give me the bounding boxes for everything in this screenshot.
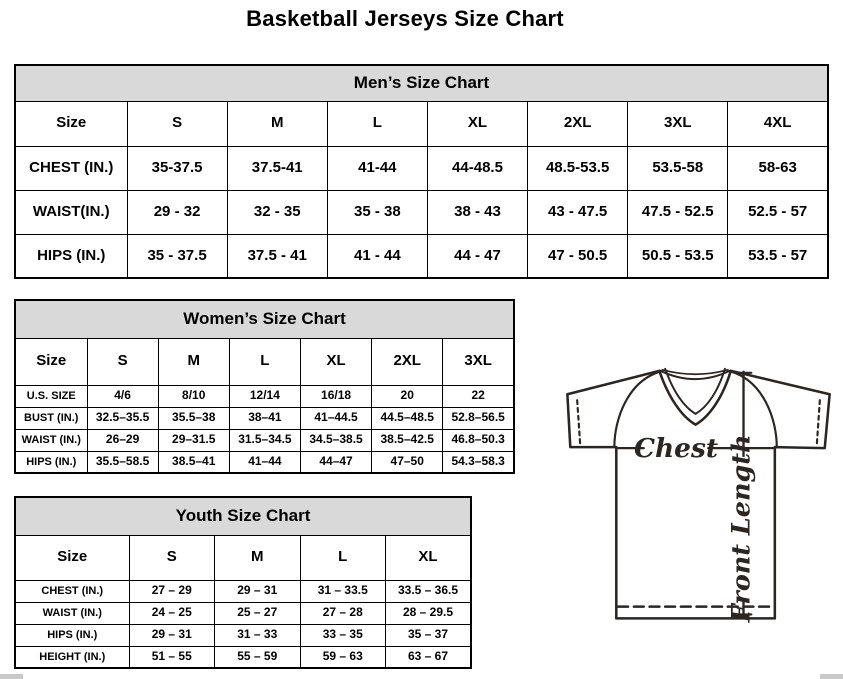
measurement-value: 12/14	[229, 385, 300, 407]
measurement-label: WAIST(IN.)	[15, 190, 127, 234]
measurement-value: 44 - 47	[427, 234, 527, 278]
size-column-header: L	[229, 338, 300, 385]
measurement-label: HIPS (IN.)	[15, 624, 129, 646]
measurement-label: CHEST (IN.)	[15, 146, 127, 190]
measurement-value: 59 – 63	[300, 646, 386, 668]
measurement-row	[15, 146, 828, 190]
measurement-value: 50.5 - 53.5	[628, 234, 728, 278]
measurement-value: 46.8–50.3	[443, 429, 514, 451]
measurement-value: 55 – 59	[215, 646, 301, 668]
size-column-header: M	[215, 535, 301, 580]
jersey-diagram-svg	[557, 362, 840, 636]
measurement-value: 41 - 44	[327, 234, 427, 278]
measurement-label: WAIST (IN.)	[15, 429, 87, 451]
measurement-label: U.S. SIZE	[15, 385, 87, 407]
measurement-value: 47 - 50.5	[528, 234, 628, 278]
measurement-row	[15, 429, 514, 451]
size-header-row	[15, 338, 514, 385]
measurement-value: 31.5–34.5	[229, 429, 300, 451]
measurement-label: BUST (IN.)	[15, 407, 87, 429]
measurement-value: 47–50	[372, 451, 443, 473]
measurement-value: 25 – 27	[215, 602, 301, 624]
table-title-row	[15, 65, 828, 101]
measurement-label: WAIST (IN.)	[15, 602, 129, 624]
measurement-value: 29–31.5	[158, 429, 229, 451]
measurement-row	[15, 407, 514, 429]
left-sleeve-dashed-line	[577, 400, 580, 443]
measurement-value: 44–47	[300, 451, 371, 473]
horizontal-scrollbar-fragment-left[interactable]	[0, 674, 23, 679]
size-column-header: M	[158, 338, 229, 385]
measurement-label: HIPS (IN.)	[15, 234, 127, 278]
measurement-value: 27 – 28	[300, 602, 386, 624]
measurement-value: 38–41	[229, 407, 300, 429]
size-column-header: XL	[300, 338, 371, 385]
measurement-value: 29 – 31	[129, 624, 215, 646]
measurement-value: 38 - 43	[427, 190, 527, 234]
measurement-value: 41-44	[327, 146, 427, 190]
size-column-header: S	[87, 338, 158, 385]
measurement-value: 33 – 35	[300, 624, 386, 646]
measurement-value: 33.5 – 36.5	[386, 580, 472, 602]
measurement-value: 24 – 25	[129, 602, 215, 624]
measurement-value: 41–44	[229, 451, 300, 473]
measurement-value: 20	[372, 385, 443, 407]
measurement-value: 35.5–38	[158, 407, 229, 429]
table-title-row	[15, 300, 514, 338]
measurement-value: 37.5-41	[227, 146, 327, 190]
measurement-value: 8/10	[158, 385, 229, 407]
measurement-value: 38.5–42.5	[372, 429, 443, 451]
measurement-value: 48.5-53.5	[528, 146, 628, 190]
measurement-value: 58-63	[728, 146, 828, 190]
size-column-header: 3XL	[628, 101, 728, 146]
measurement-label: HIPS (IN.)	[15, 451, 87, 473]
measurement-value: 35 – 37	[386, 624, 472, 646]
size-column-header: 4XL	[728, 101, 828, 146]
measurement-row	[15, 451, 514, 473]
right-sleeve-dashed-line	[817, 400, 820, 443]
measurement-value: 44.5–48.5	[372, 407, 443, 429]
measurement-row	[15, 580, 471, 602]
measurement-value: 53.5 - 57	[728, 234, 828, 278]
jersey-measurement-diagram	[557, 362, 840, 636]
table-title-row	[15, 497, 471, 535]
measurement-value: 34.5–38.5	[300, 429, 371, 451]
womens-size-table	[14, 299, 515, 474]
measurement-label: HEIGHT (IN.)	[15, 646, 129, 668]
measurement-value: 32.5–35.5	[87, 407, 158, 429]
measurement-value: 35.5–58.5	[87, 451, 158, 473]
measurement-row	[15, 602, 471, 624]
measurement-value: 29 - 32	[127, 190, 227, 234]
size-column-header: XL	[386, 535, 472, 580]
measurement-value: 29 – 31	[215, 580, 301, 602]
page-title: Basketball Jerseys Size Chart	[246, 6, 564, 31]
horizontal-scrollbar-fragment-right[interactable]	[820, 674, 843, 679]
measurement-value: 32 - 35	[227, 190, 327, 234]
measurement-row	[15, 385, 514, 407]
size-header-row	[15, 101, 828, 146]
measurement-value: 52.8–56.5	[443, 407, 514, 429]
measurement-row	[15, 624, 471, 646]
size-column-header: L	[300, 535, 386, 580]
measurement-value: 16/18	[300, 385, 371, 407]
table-title: Men’s Size Chart	[15, 65, 828, 101]
size-column-header: XL	[427, 101, 527, 146]
mens-size-table	[14, 64, 829, 279]
size-column-header: 2XL	[372, 338, 443, 385]
measurement-value: 31 – 33.5	[300, 580, 386, 602]
measurement-value: 44-48.5	[427, 146, 527, 190]
measurement-value: 28 – 29.5	[386, 602, 472, 624]
chest-label: Chest	[633, 432, 719, 464]
measurement-value: 47.5 - 52.5	[628, 190, 728, 234]
youth-size-table	[14, 496, 472, 669]
size-column-label: Size	[15, 535, 129, 580]
measurement-value: 43 - 47.5	[528, 190, 628, 234]
jersey-outline	[567, 371, 829, 619]
measurement-value: 27 – 29	[129, 580, 215, 602]
measurement-value: 31 – 33	[215, 624, 301, 646]
front-length-label: Front Length	[725, 434, 756, 623]
table-title: Women’s Size Chart	[15, 300, 514, 338]
size-column-header: S	[129, 535, 215, 580]
measurement-value: 41–44.5	[300, 407, 371, 429]
size-header-row	[15, 535, 471, 580]
measurement-row	[15, 646, 471, 668]
measurement-value: 38.5–41	[158, 451, 229, 473]
size-column-header: L	[327, 101, 427, 146]
measurement-value: 53.5-58	[628, 146, 728, 190]
table-title: Youth Size Chart	[15, 497, 471, 535]
measurement-value: 35-37.5	[127, 146, 227, 190]
collar-back-arc-2	[662, 370, 728, 374]
measurement-value: 63 – 67	[386, 646, 472, 668]
measurement-value: 51 – 55	[129, 646, 215, 668]
size-column-header: 3XL	[443, 338, 514, 385]
measurement-value: 52.5 - 57	[728, 190, 828, 234]
measurement-value: 35 - 38	[327, 190, 427, 234]
measurement-value: 54.3–58.3	[443, 451, 514, 473]
measurement-value: 37.5 - 41	[227, 234, 327, 278]
measurement-row	[15, 234, 828, 278]
size-column-label: Size	[15, 101, 127, 146]
size-column-label: Size	[15, 338, 87, 385]
size-column-header: 2XL	[528, 101, 628, 146]
size-column-header: M	[227, 101, 327, 146]
size-column-header: S	[127, 101, 227, 146]
measurement-value: 26–29	[87, 429, 158, 451]
measurement-label: CHEST (IN.)	[15, 580, 129, 602]
measurement-value: 35 - 37.5	[127, 234, 227, 278]
measurement-value: 22	[443, 385, 514, 407]
measurement-row	[15, 190, 828, 234]
measurement-value: 4/6	[87, 385, 158, 407]
